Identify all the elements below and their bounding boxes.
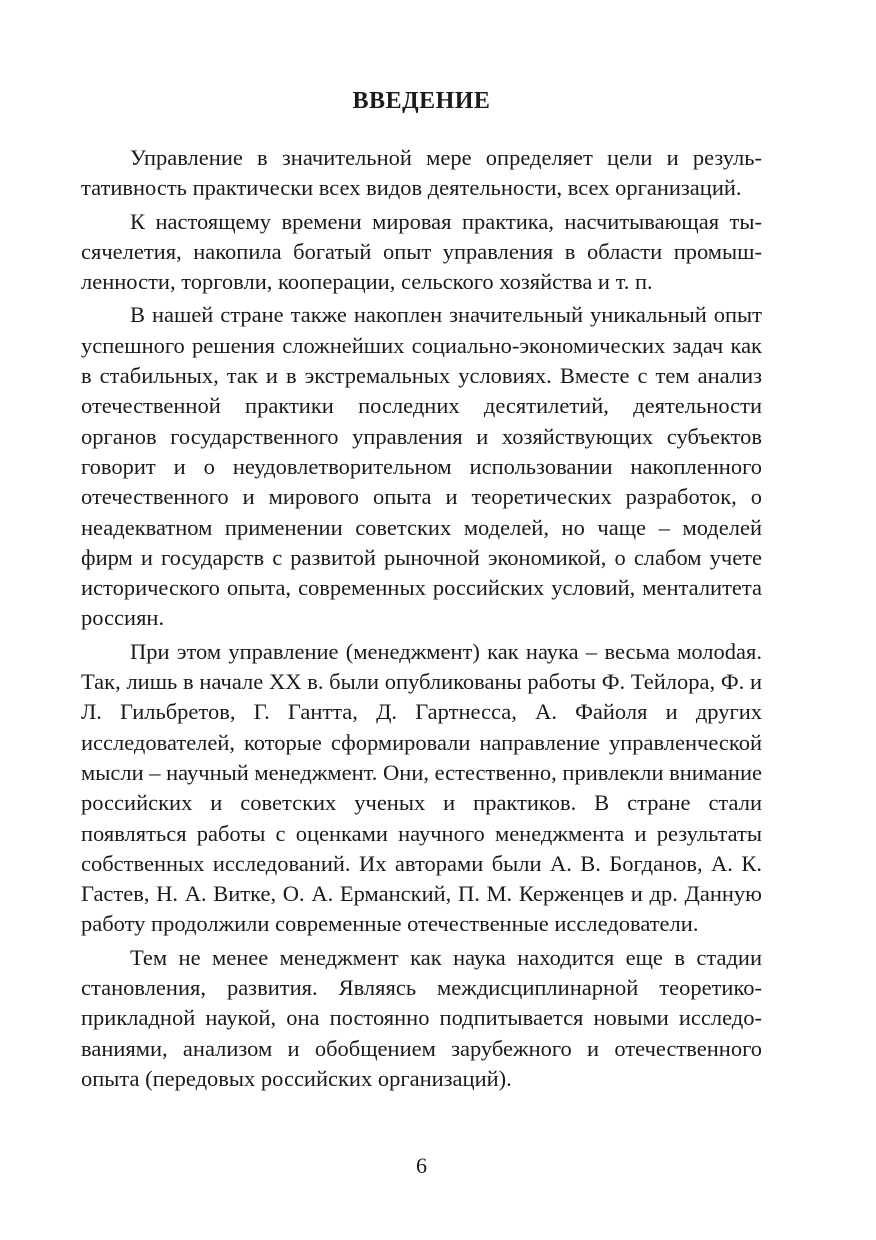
chapter-heading: ВВЕДЕНИЕ — [352, 88, 491, 114]
page-number: 6 — [416, 1153, 427, 1178]
paragraph-1: Управление в значительной мере определяет цели и результативность практически всех видов деятельности, всех организаций. — [81, 145, 762, 201]
paragraph-4: При этом управление (менеджмент) как наука – весьма молоdая. Так, лишь в начале XX в. были опубликованы работы Ф. Тейлора, Ф. и Л. Гильбретов, Г. Гантта, Д. Гартнесса, А. Файоля и других исследователей, которые сформировали направление управленческой мысли – научный менеджмент. Они, естественно, привлекли внимание российских и советских ученых и практиков. В стране стали появляться работы с оценками научного менеджмента и результаты собственных исследований. Их авторами были А. В. Богданов, А. К. Гастев, Н. А. Витке, О. А. Ерманский, П. М. Керженцев и др. Данную работу продолжили современные отечественные исследователи. — [81, 638, 762, 937]
paragraph-5: Тем не менее менеджмент как наука находится еще в стадии становления, развития. Являясь междисциплинарной теоретико-прикладной наукой, она постоянно подпитывается новыми исследованиями, анализом и обобщением зарубежного и отечественного опыта (передовых российских организаций). — [81, 944, 762, 1091]
paragraph-3: В нашей стране также накоплен значительный уникальный опыт успешного решения сложнейших социально-экономических задач как в стабильных, так и в экстремальных условиях. Вместе с тем анализ отечественной практики последних десятилетий, деятельности органов государственного управления и хозяйствующих субъектов говорит и о неудовлетворительном использовании накопленного отечественного и мирового опыта и теоретических разработок, о неадекватном применении советских моделей, но чаще – моделей фирм и государств с развитой рыночной экономикой, о слабом учете исторического опыта, современных российских условий, менталитета россиян. — [81, 302, 762, 631]
paragraph-2: К настоящему времени мировая практика, насчитывающая тысячелетия, накопила богатый опыт управления в области промышленности, торговли, кооперации, сельского хозяйства и т. п. — [81, 208, 762, 295]
document-page — [81, 0, 762, 1240]
body-text — [81, 143, 762, 1094]
